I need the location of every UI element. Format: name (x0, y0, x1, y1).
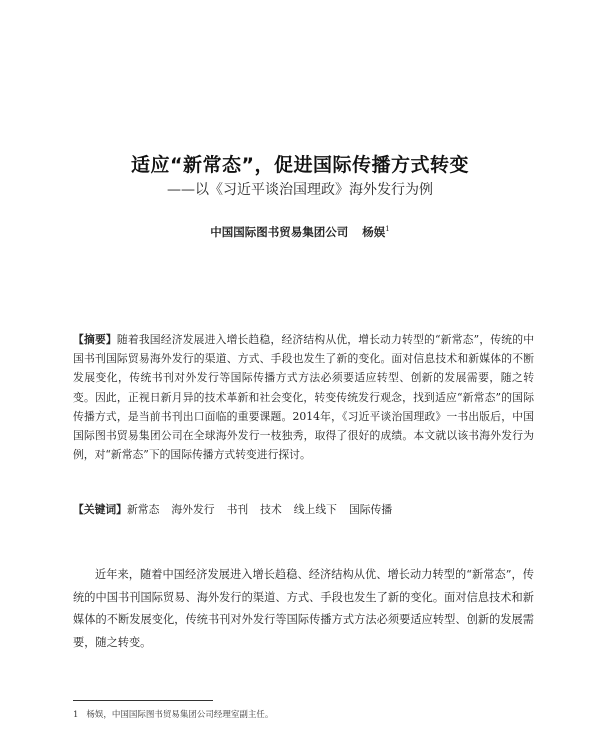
footnote-text: 杨娱，中国国际图书贸易集团公司经理室副主任。 (86, 710, 274, 720)
keyword: 线上线下 (293, 503, 337, 516)
keywords-label: 【关键词】 (73, 503, 127, 516)
footnote (73, 709, 534, 721)
author-line (0, 224, 600, 240)
body-paragraph: 近年来，随着中国经济发展进入增长趋稳、经济结构从优、增长动力转型的“新常态”，传统的中国书刊国际贸易、海外发行的渠道、方式、手段也发生了新的变化。面对信息技术和新媒体的不断发展变化，传统书刊对外发行等国际传播方式方法必须要适应转型、创新的发展需要，随之转变。 (73, 568, 534, 649)
footnote-divider (73, 700, 213, 701)
footnote-mark: 1 (73, 710, 79, 720)
keyword: 书刊 (226, 503, 249, 516)
author-footnote-mark: 1 (385, 225, 390, 234)
author-organization: 中国国际图书贸易集团公司 (210, 225, 349, 239)
author-name: 杨娱 (362, 225, 386, 239)
article-title: 适应“新常态”，促进国际传播方式转变 (131, 154, 469, 176)
keyword: 国际传播 (348, 503, 393, 516)
article-subtitle: ——以《习近平谈治国理政》海外发行为例 (167, 182, 433, 198)
keywords (73, 500, 534, 519)
abstract (73, 330, 534, 464)
abstract-label: 【摘要】 (73, 333, 117, 346)
keyword: 技术 (260, 503, 282, 516)
abstract-text: 随着我国经济发展进入增长趋稳，经济结构从优，增长动力转型的“新常态”，传统的中国书刊国际贸易海外发行的渠道、方式、手段也发生了新的变化。面对信息技术和新媒体的不断发展变化，传统书刊对外发行等国际传播方式方法必须要适应转型、创新的发展需要，随之转变。因此，正视日新月异的技术革新和社会变化，转变传统发行观念，找到适应“新常态”的国际传播方式，是当前书刊出口面临的重要课题。2014年，《习近平谈治国理政》一书出版后，中国国际图书贸易集团公司在全球海外发行一枝独秀，取得了很好的成绩。本文就以该书海外发行为例，对“新常态”下的国际传播方式转变进行探讨。 (73, 333, 534, 462)
keyword: 新常态 (126, 503, 160, 516)
keyword: 海外发行 (171, 503, 215, 516)
